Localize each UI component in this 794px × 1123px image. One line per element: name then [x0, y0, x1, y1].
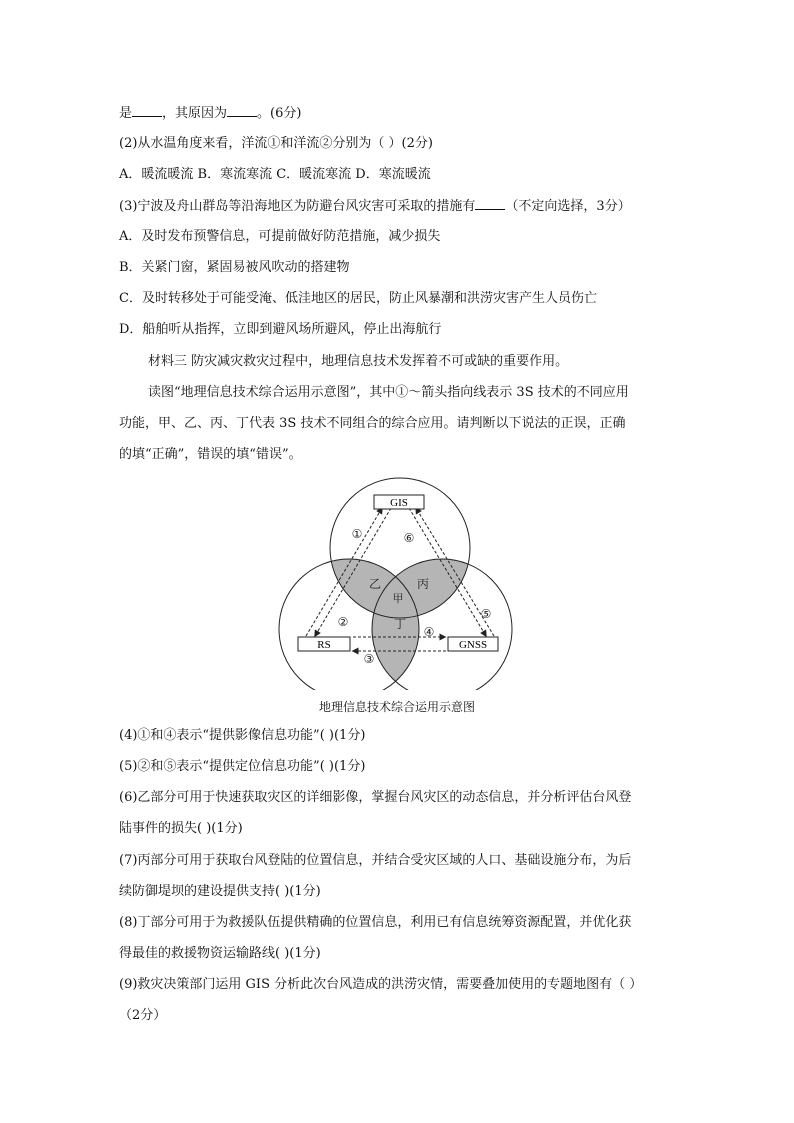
- question-6-line-2: 陆事件的损失( )(1分): [119, 821, 243, 836]
- question-4: (4)①和④表示“提供影像信息功能”( )(1分): [119, 728, 366, 743]
- option-b: B．关紧门窗，紧固易被风吹动的搭建物: [119, 260, 350, 275]
- region-jia: 甲: [392, 592, 404, 605]
- question-3: (3)宁波及舟山群岛等沿海地区为防避台风灾害可采取的措施有 （不定向选择，3分）: [119, 199, 631, 214]
- question-9-line-2: （2分）: [119, 1008, 167, 1023]
- question-9-line-1: (9)救灾决策部门运用 GIS 分析此次台风造成的洪涝灾情，需要叠加使用的专题地图有（ ）: [119, 977, 643, 992]
- diagram-caption: 地理信息技术综合运用示意图: [318, 700, 475, 714]
- instruction-line-1: 读图“地理信息技术综合运用示意图”，其中①～箭头指向线表示 3S 技术的不同应用: [148, 385, 629, 400]
- arrow-5-label: ⑤: [480, 607, 492, 621]
- question-8-line-1: (8)丁部分可用于为救援队伍提供精确的位置信息，利用已有信息统筹资源配置，并优化获: [119, 915, 632, 930]
- answer-blank[interactable]: [132, 104, 162, 117]
- question-8-line-2: 得最佳的救援物资运输路线( )(1分): [119, 946, 321, 961]
- material-3: 材料三 防灾减灾救灾过程中，地理信息技术发挥着不可或缺的重要作用。: [148, 354, 569, 369]
- instruction-line-3: 的填“正确”，错误的填“错误”。: [119, 447, 302, 462]
- rs-label: RS: [317, 639, 331, 651]
- region-bing: 丙: [416, 577, 430, 591]
- question-6-line-1: (6)乙部分可用于快速获取灾区的详细影像，掌握台风灾区的动态信息，并分析评估台风登: [119, 790, 632, 805]
- arrow-2-label: ②: [337, 615, 349, 629]
- question-7-line-2: 续防御堤坝的建设提供支持( )(1分): [119, 884, 321, 899]
- arrow-4-label: ④: [423, 625, 435, 639]
- region-yi: 乙: [368, 577, 382, 591]
- question-7-line-1: (7)丙部分可用于获取台风登陆的位置信息，并结合受灾区域的人口、基础设施分布，为后: [119, 853, 632, 868]
- option-c: C．及时转移处于可能受淹、低洼地区的居民，防止风暴潮和洪涝灾害产生人员伤亡: [119, 291, 597, 306]
- arrow-3-label: ③: [363, 652, 375, 666]
- option-a: A．及时发布预警信息，可提前做好防范措施，减少损失: [119, 229, 441, 244]
- answer-blank[interactable]: [227, 104, 257, 117]
- arrow-6-label: ⑥: [403, 531, 415, 545]
- option-d: D．船舶听从指挥，立即到避风场所避风，停止出海航行: [119, 322, 442, 337]
- gis-label: GIS: [390, 497, 408, 509]
- question-2: (2)从水温角度来看，洋流①和洋流②分别为（ ）(2分): [119, 136, 433, 151]
- answer-blank[interactable]: [475, 197, 505, 210]
- gnss-label: GNSS: [458, 639, 488, 651]
- question-2-options: A．暖流暖流 B．寒流寒流 C．暖流寒流 D．寒流暖流: [119, 167, 431, 182]
- region-ding: 丁: [393, 617, 407, 631]
- arrow-1-label: ①: [351, 527, 363, 541]
- question-5: (5)②和⑤表示“提供定位信息功能”( )(1分): [119, 759, 366, 774]
- 3s-venn-diagram: [270, 472, 520, 690]
- line-1: 是 ，其原因为 。(6分): [119, 106, 302, 121]
- instruction-line-2: 功能，甲、乙、丙、丁代表 3S 技术不同组合的综合应用。请判断以下说法的正误，正确: [119, 416, 626, 431]
